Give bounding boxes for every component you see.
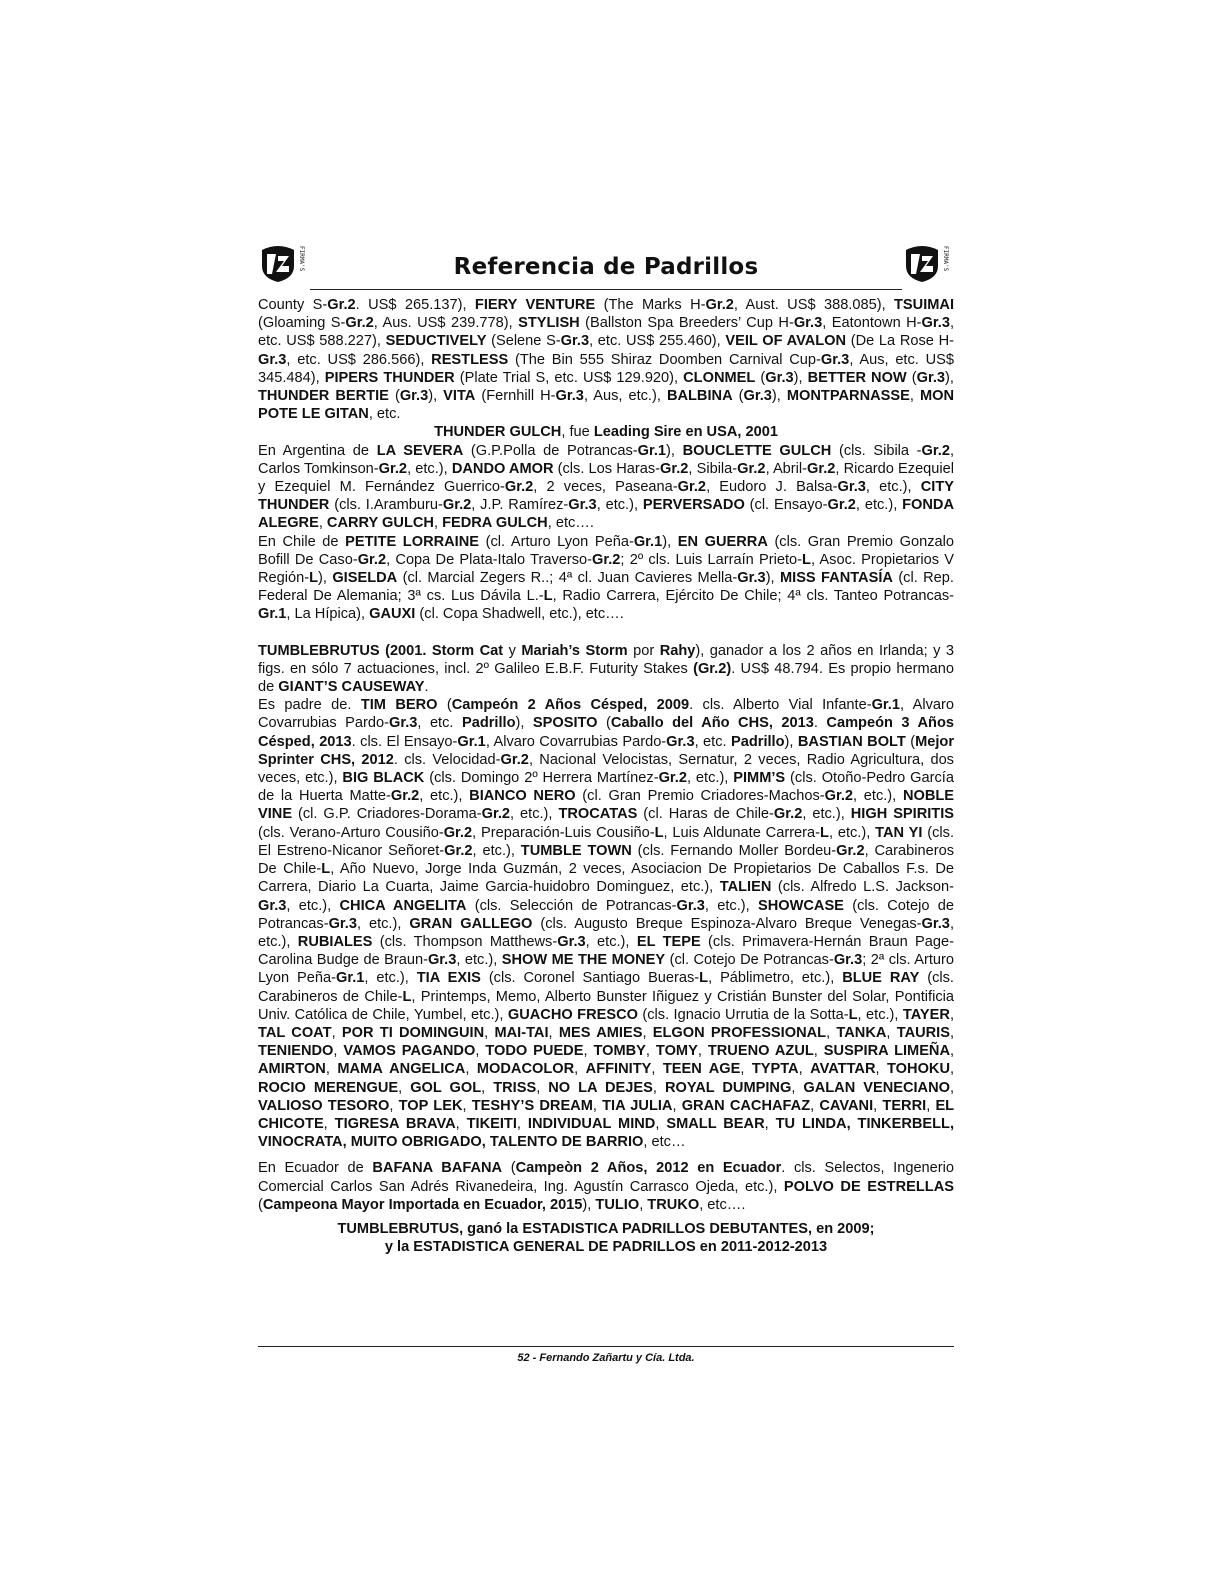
logo-right xyxy=(902,244,954,288)
paragraph-progeny-chile: En Chile de PETITE LORRAINE (cl. Arturo Lyon Peña-Gr.1), EN GUERRA (cls. Gran Premio Gonzalo Bofill De Caso-Gr.2, Copa De Plata-Italo Traverso-Gr.2; 2º cls. Luis Larraín Prieto-L, Asoc. Propietarios V Región-L), GISELDA (cl. Marcial Zegers R..; 4ª cl. Juan Cavieres Mella-Gr.3), MISS FANTASÍA (cl. Rep. Federal De Alemania; 3ª cs. Lus Dávila L.-L, Radio Carrera, Ejército De Chile; 4ª cls. Tanteo Potrancas-Gr.1, La Hípica), GAUXI (cl. Copa Shadwell, etc.), etc…. xyxy=(258,533,955,623)
logo-left xyxy=(258,244,310,288)
paragraph-tumblebrutus-intro: TUMBLEBRUTUS (2001. Storm Cat y Mariah’s Storm por Rahy), ganador a los 2 años en Irlanda; y 3 figs. en sólo 7 actuaciones, incl. 2º Galileo E.B.F. Futurity Stakes (Gr.2). US$ 48.794. Es propio hermano de GIANT’S CAUSEWAY. xyxy=(258,642,954,696)
closing-statement xyxy=(258,1220,954,1256)
closing-line-1: TUMBLEBRUTUS, ganó la ESTADISTICA PADRILLOS DEBUTANTES, en 2009; xyxy=(337,1220,875,1237)
spacer xyxy=(258,1151,954,1159)
paragraph-progeny-usa: County S-Gr.2. US$ 265.137), FIERY VENTURE (The Marks H-Gr.2, Aust. US$ 388.085), TSUIMAI (Gloaming S-Gr.2, Aus. US$ 239.778), STYLISH (Ballston Spa Breeders’ Cup H-Gr.3, Eatontown H-Gr.3, etc. US$ 588.227), SEDUCTIVELY (Selene S-Gr.3, etc. US$ 255.460), VEIL OF AVALON (De La Rose H-Gr.3, etc. US$ 286.566), RESTLESS (The Bin 555 Shiraz Doomben Carnival Cup-Gr.3, Aus, etc. US$ 345.484), PIPERS THUNDER (Plate Trial S, etc. US$ 129.920), CLONMEL (Gr.3), BETTER NOW (Gr.3), THUNDER BERTIE (Gr.3), VITA (Fernhill H-Gr.3, Aus, etc.), BALBINA (Gr.3), MONTPARNASSE, MON POTE LE GITAN, etc. xyxy=(258,297,955,423)
paragraph-tumblebrutus-progeny: Es padre de. TIM BERO (Campeón 2 Años Césped, 2009. cls. Alberto Vial Infante-Gr.1, Alvaro Covarrubias Pardo-Gr.3, etc. Padrillo), SPOSITO (Caballo del Año CHS, 2013. Campeón 3 Años Césped, 2013. cls. El Ensayo-Gr.1, Alvaro Covarrubias Pardo-Gr.3, etc. Padrillo), BASTIAN BOLT (Mejor Sprinter CHS, 2012. cls. Velocidad-Gr.2, Nacional Velocistas, Sernatur, 2 veces, Radio Agricultura, dos veces, etc.), BIG BLACK (cls. Domingo 2º Herrera Martínez-Gr.2, etc.), PIMM’S (cls. Otoño-Pedro García de la Huerta Matte-Gr.2, etc.), BIANCO NERO (cl. Gran Premio Criadores-Machos-Gr.2, etc.), NOBLE VINE (cl. G.P. Criadores-Dorama-Gr.2, etc.), TROCATAS (cl. Haras de Chile-Gr.2, etc.), HIGH SPIRITIS (cls. Verano-Arturo Cousiño-Gr.2, Preparación-Luis Cousiño-L, Luis Aldunate Carrera-L, etc.), TAN YI (cls. El Estreno-Nicanor Señoret-Gr.2, etc.), TUMBLE TOWN (cls. Fernando Moller Bordeu-Gr.2, Carabineros De Chile-L, Año Nuevo, Jorge Inda Guzmán, 2 veces, Asociacion De Propietarios De Caballos F.s. De Carrera, Diario La Cuarta, Jaime Garcia-huidobro Dominguez, etc.), TALIEN (cls. Alfredo L.S. Jackson-Gr.3, etc.), CHICA ANGELITA (cls. Selección de Potrancas-Gr.3, etc.), SHOWCASE (cls. Cotejo de Potrancas-Gr.3, etc.), GRAN GALLEGO (cls. Augusto Breque Espinoza-Alvaro Breque Venegas-Gr.3, etc.), RUBIALES (cls. Thompson Matthews-Gr.3, etc.), EL TEPE (cls. Primavera-Hernán Braun Page-Carolina Budge de Braun-Gr.3, etc.), SHOW ME THE MONEY (cl. Cotejo De Potrancas-Gr.3; 2ª cls. Arturo Lyon Peña-Gr.1, etc.), TIA EXIS (cls. Coronel Santiago Bueras-L, Páblimetro, etc.), BLUE RAY (cls. Carabineros de Chile-L, Printemps, Memo, Alberto Bunster Iñiguez y Cristián Bunster del Solar, Pontificia Univ. Católica de Chile, Yumbel, etc.), GUACHO FRESCO (cls. Ignacio Urrutia de la Sotta-L, etc.), TAYER, TAL COAT, POR TI DOMINGUIN, MAI-TAI, MES AMIES, ELGON PROFESSIONAL, TANKA, TAURIS, TENIENDO, VAMOS PAGANDO, TODO PUEDE, TOMBY, TOMY, TRUENO AZUL, SUSPIRA LIMEÑA, AMIRTON, MAMA ANGELICA, MODACOLOR, AFFINITY, TEEN AGE, TYPTA, AVATTAR, TOHOKU, ROCIO MERENGUE, GOL GOL, TRISS, NO LA DEJES, ROYAL DUMPING, GALAN VENECIANO, VALIOSO TESORO, TOP LEK, TESHY’S DREAM, TIA JULIA, GRAN CACHAFAZ, CAVANI, TERRI, EL CHICOTE, TIGRESA BRAVA, TIKEITI, INDIVIDUAL MIND, SMALL BEAR, TU LINDA, TINKERBELL, VINOCRATA, MUITO OBRIGADO, TALENTO DE BARRIO, etc… xyxy=(258,697,955,1151)
body-text xyxy=(258,296,954,1256)
header-rule xyxy=(310,289,902,290)
paragraph-progeny-ecuador: En Ecuador de BAFANA BAFANA (Campeòn 2 Años, 2012 en Ecuador. cls. Selectos, Ingenerio Comercial Carlos San Adrés Rivanedeira, Ing. Agustín Carrasco Ojeda, etc.), POLVO DE ESTRELLAS (Campeona Mayor Importada en Ecuador, 2015), TULIO, TRUKO, etc…. xyxy=(258,1160,955,1213)
logo-emblem-icon xyxy=(902,244,942,284)
page-footer: 52 - Fernando Zañartu y Cía. Ltda. xyxy=(258,1346,954,1364)
spacer xyxy=(258,624,954,642)
page-header xyxy=(258,244,954,290)
paragraph-progeny-argentina: En Argentina de LA SEVERA (G.P.Polla de Potrancas-Gr.1), BOUCLETTE GULCH (cls. Sibila -Gr.2, Carlos Tomkinson-Gr.2, etc.), DANDO AMOR (cls. Los Haras-Gr.2, Sibila-Gr.2, Abril-Gr.2, Ricardo Ezequiel y Ezequiel M. Fernández Guerrico-Gr.2, 2 veces, Paseana-Gr.2, Eudoro J. Balsa-Gr.3, etc.), CITY THUNDER (cls. I.Aramburu-Gr.2, J.P. Ramírez-Gr.3, etc.), PERVERSADO (cl. Ensayo-Gr.2, etc.), FONDA ALEGRE, CARRY GULCH, FEDRA GULCH, etc…. xyxy=(258,442,955,532)
page-title: Referencia de Padrillos xyxy=(453,254,759,280)
closing-line-2: y la ESTADISTICA GENERAL DE PADRILLOS en 2011-2012-2013 xyxy=(384,1239,828,1256)
leading-sire-heading: THUNDER GULCH, fue Leading Sire en USA, 2001 xyxy=(434,424,778,441)
logo-left-side-text: FIRMA'S xyxy=(298,246,305,272)
logo-right-side-text: FIRMA'S xyxy=(942,246,949,272)
logo-emblem-icon xyxy=(258,244,298,284)
document-page xyxy=(258,244,954,1256)
